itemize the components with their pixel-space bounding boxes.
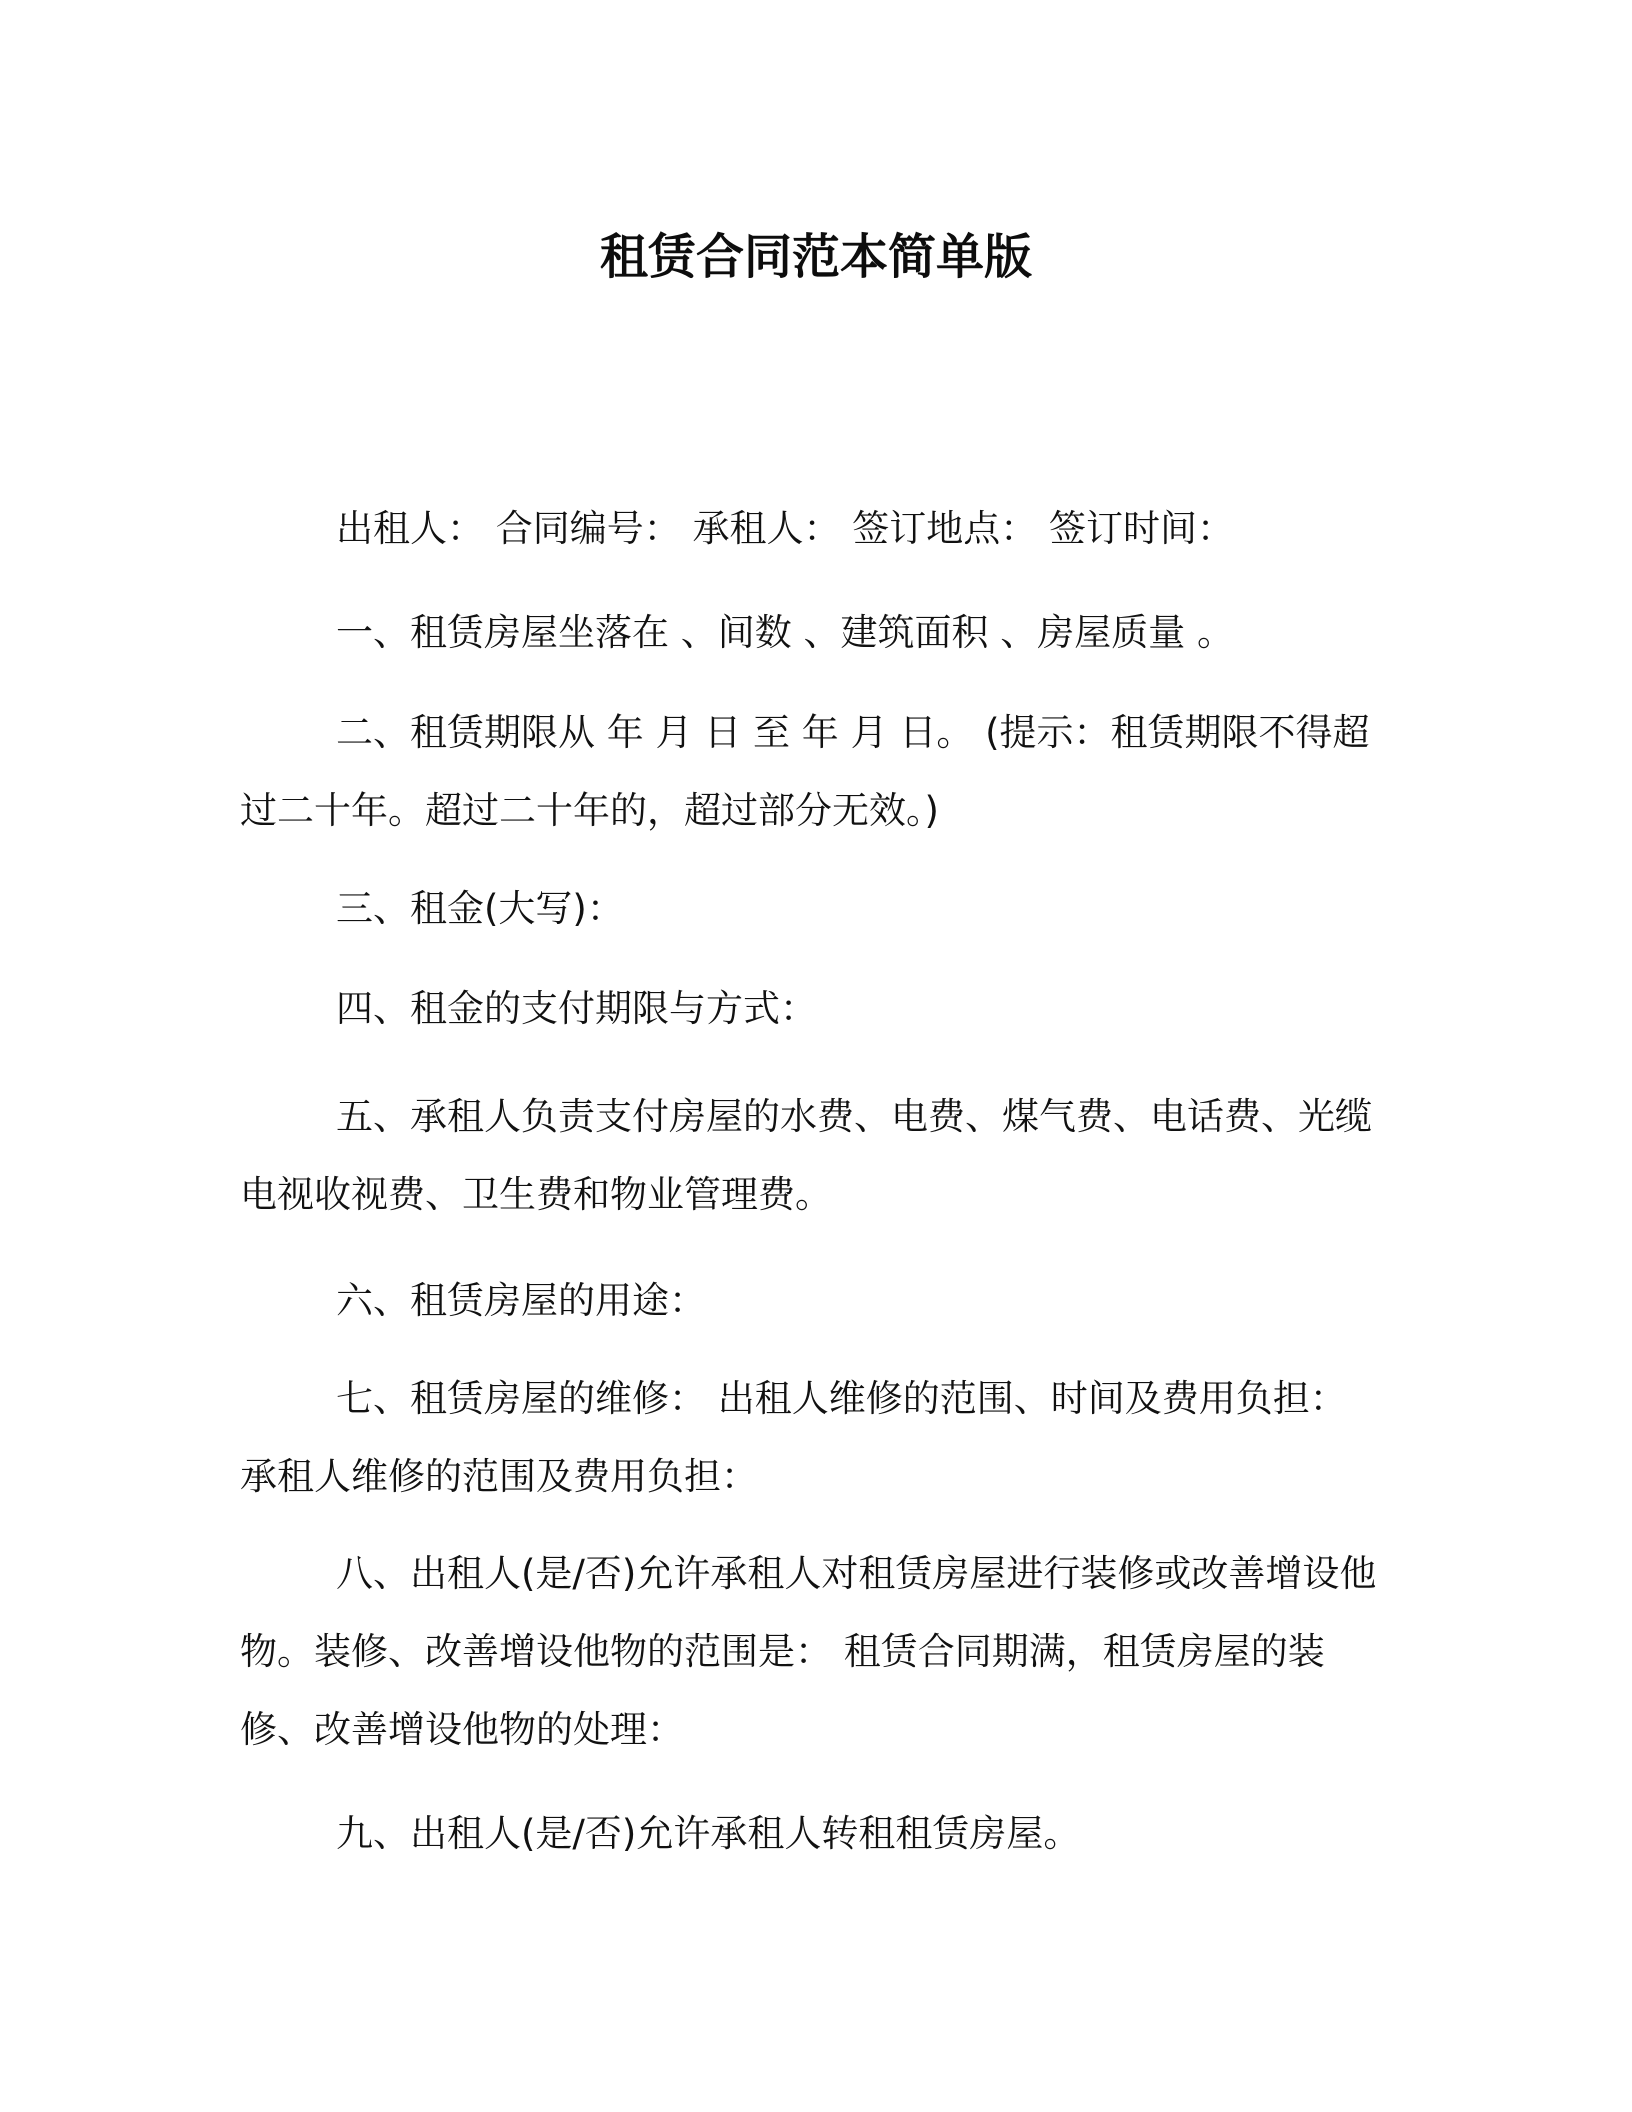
clause-8 bbox=[240, 1535, 1390, 1769]
clause-8-text: 八、出租人(是/否)允许承租人对租赁房屋进行装修或改善增设他物。装修、改善增设他物的范围是： 租赁合同期满，租赁房屋的装修、改善增设他物的处理： bbox=[240, 1552, 1377, 1751]
clause-6-text: 六、租赁房屋的用途： bbox=[336, 1279, 706, 1322]
clause-3-text: 三、租金(大写)： bbox=[336, 887, 624, 930]
clause-9 bbox=[240, 1795, 1390, 1873]
clause-2 bbox=[240, 694, 1390, 850]
clause-1 bbox=[240, 594, 1390, 672]
clause-5 bbox=[240, 1078, 1390, 1234]
clause-7-text: 七、租赁房屋的维修： 出租人维修的范围、时间及费用负担： 承租人维修的范围及费用负担： bbox=[240, 1377, 1347, 1498]
clause-7 bbox=[240, 1360, 1390, 1516]
clause-3 bbox=[240, 870, 1390, 948]
clause-2-text: 二、租赁期限从 年 月 日 至 年 月 日。 (提示：租赁期限不得超过二十年。超过二十年的，超过部分无效。) bbox=[240, 711, 1370, 832]
clause-6 bbox=[240, 1262, 1390, 1340]
document-title: 租赁合同范本简单版 bbox=[599, 229, 1032, 285]
header-line-text: 出租人： 合同编号： 承租人： 签订地点： 签订时间： bbox=[336, 507, 1235, 550]
clause-9-text: 九、出租人(是/否)允许承租人转租租赁房屋。 bbox=[336, 1812, 1081, 1855]
clause-1-text: 一、租赁房屋坐落在 、间数 、建筑面积 、房屋质量 。 bbox=[336, 611, 1235, 654]
clause-4-text: 四、租金的支付期限与方式： bbox=[336, 987, 817, 1030]
clause-4 bbox=[240, 970, 1390, 1048]
clause-5-text: 五、承租人负责支付房屋的水费、电费、煤气费、电话费、光缆电视收视费、卫生费和物业管理费。 bbox=[240, 1095, 1372, 1216]
header-line bbox=[240, 490, 1390, 568]
